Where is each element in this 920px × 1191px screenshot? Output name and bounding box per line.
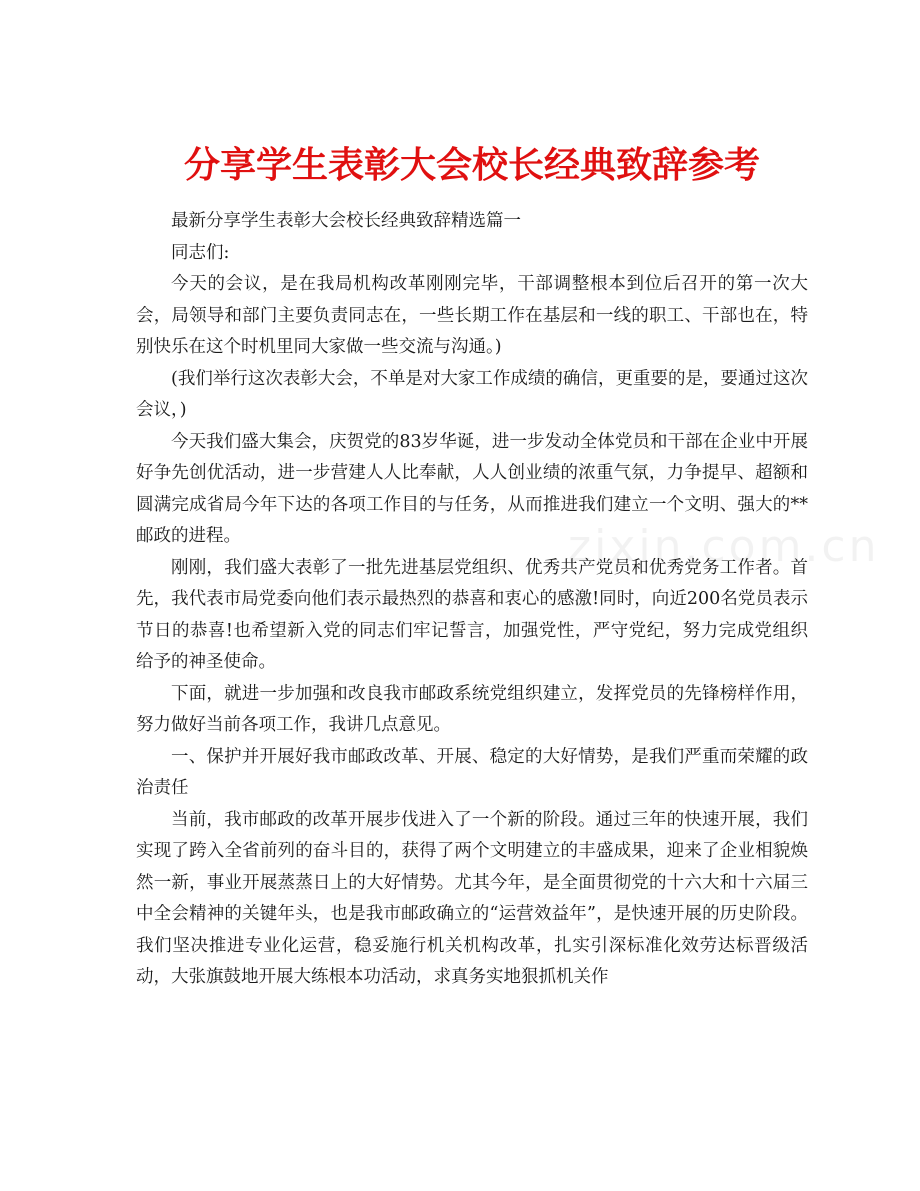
paragraph: 当前，我市邮政的改革开展步伐进入了一个新的阶段。通过三年的快速开展，我们实现了跨入全省前列的奋斗目的，获得了两个文明建立的丰盛成果，迎来了企业相貌焕然一新，事业开展蒸蒸日上的大好情势。尤其今年，是全面贯彻党的十六大和十六届三中全会精神的关键年头，也是我市邮政确立的“运营效益年”，是快速开展的历史阶段。我们坚决推进专业化运营，稳妥施行机关机构改革，扎实引深标准化效劳达标晋级活动，大张旗鼓地开展大练根本功活动，求真务实地狠抓机关作 [136,809,808,987]
document-title: 分享学生表彰大会校长经典致辞参考 [183,145,760,186]
paragraph-subtitle: 最新分享学生表彰大会校长经典致辞精选篇一 [171,211,521,231]
section-heading: 一、保护并开展好我市邮政改革、开展、稳定的大好情势，是我们严重而荣耀的政治责任 [136,746,808,798]
paragraph: (我们举行这次表彰大会，不单是对大家工作成绩的确信，更重要的是，要通过这次会议，) [136,368,808,420]
watermark: zixin.com.cn [568,521,880,572]
paragraph: 今天的会议，是在我局机构改革刚刚完毕，干部调整根本到位后召开的第一次大会，局领导和部门主要负责同志在，一些长期工作在基层和一线的职工、干部也在，特别快乐在这个时机里同大家做一些交流与沟通。) [136,274,808,357]
paragraph: 今天我们盛大集会，庆贺党的83岁华诞，进一步发动全体党员和干部在企业中开展好争先创优活动，进一步营建人人比奉献，人人创业绩的浓重气氛，力争提早、超额和圆满完成省局今年下达的各项工作目的与任务，从而推进我们建立一个文明、强大的**邮政的进程。 [136,431,808,546]
document-body [136,206,808,994]
paragraph: 下面，就进一步加强和改良我市邮政系统党组织建立，发挥党员的先锋榜样作用，努力做好当前各项工作，我讲几点意见。 [136,683,808,735]
paragraph-salutation: 同志们: [171,242,230,263]
paragraph: 刚刚，我们盛大表彰了一批先进基层党组织、优秀共产党员和优秀党务工作者。首先，我代表市局党委向他们表示最热烈的恭喜和衷心的感激!同时，向近200名党员表示节日的恭喜!也希望新入党的同志们牢记誓言，加强党性，严守党纪，努力完成党组织给予的神圣使命。 [136,557,808,672]
